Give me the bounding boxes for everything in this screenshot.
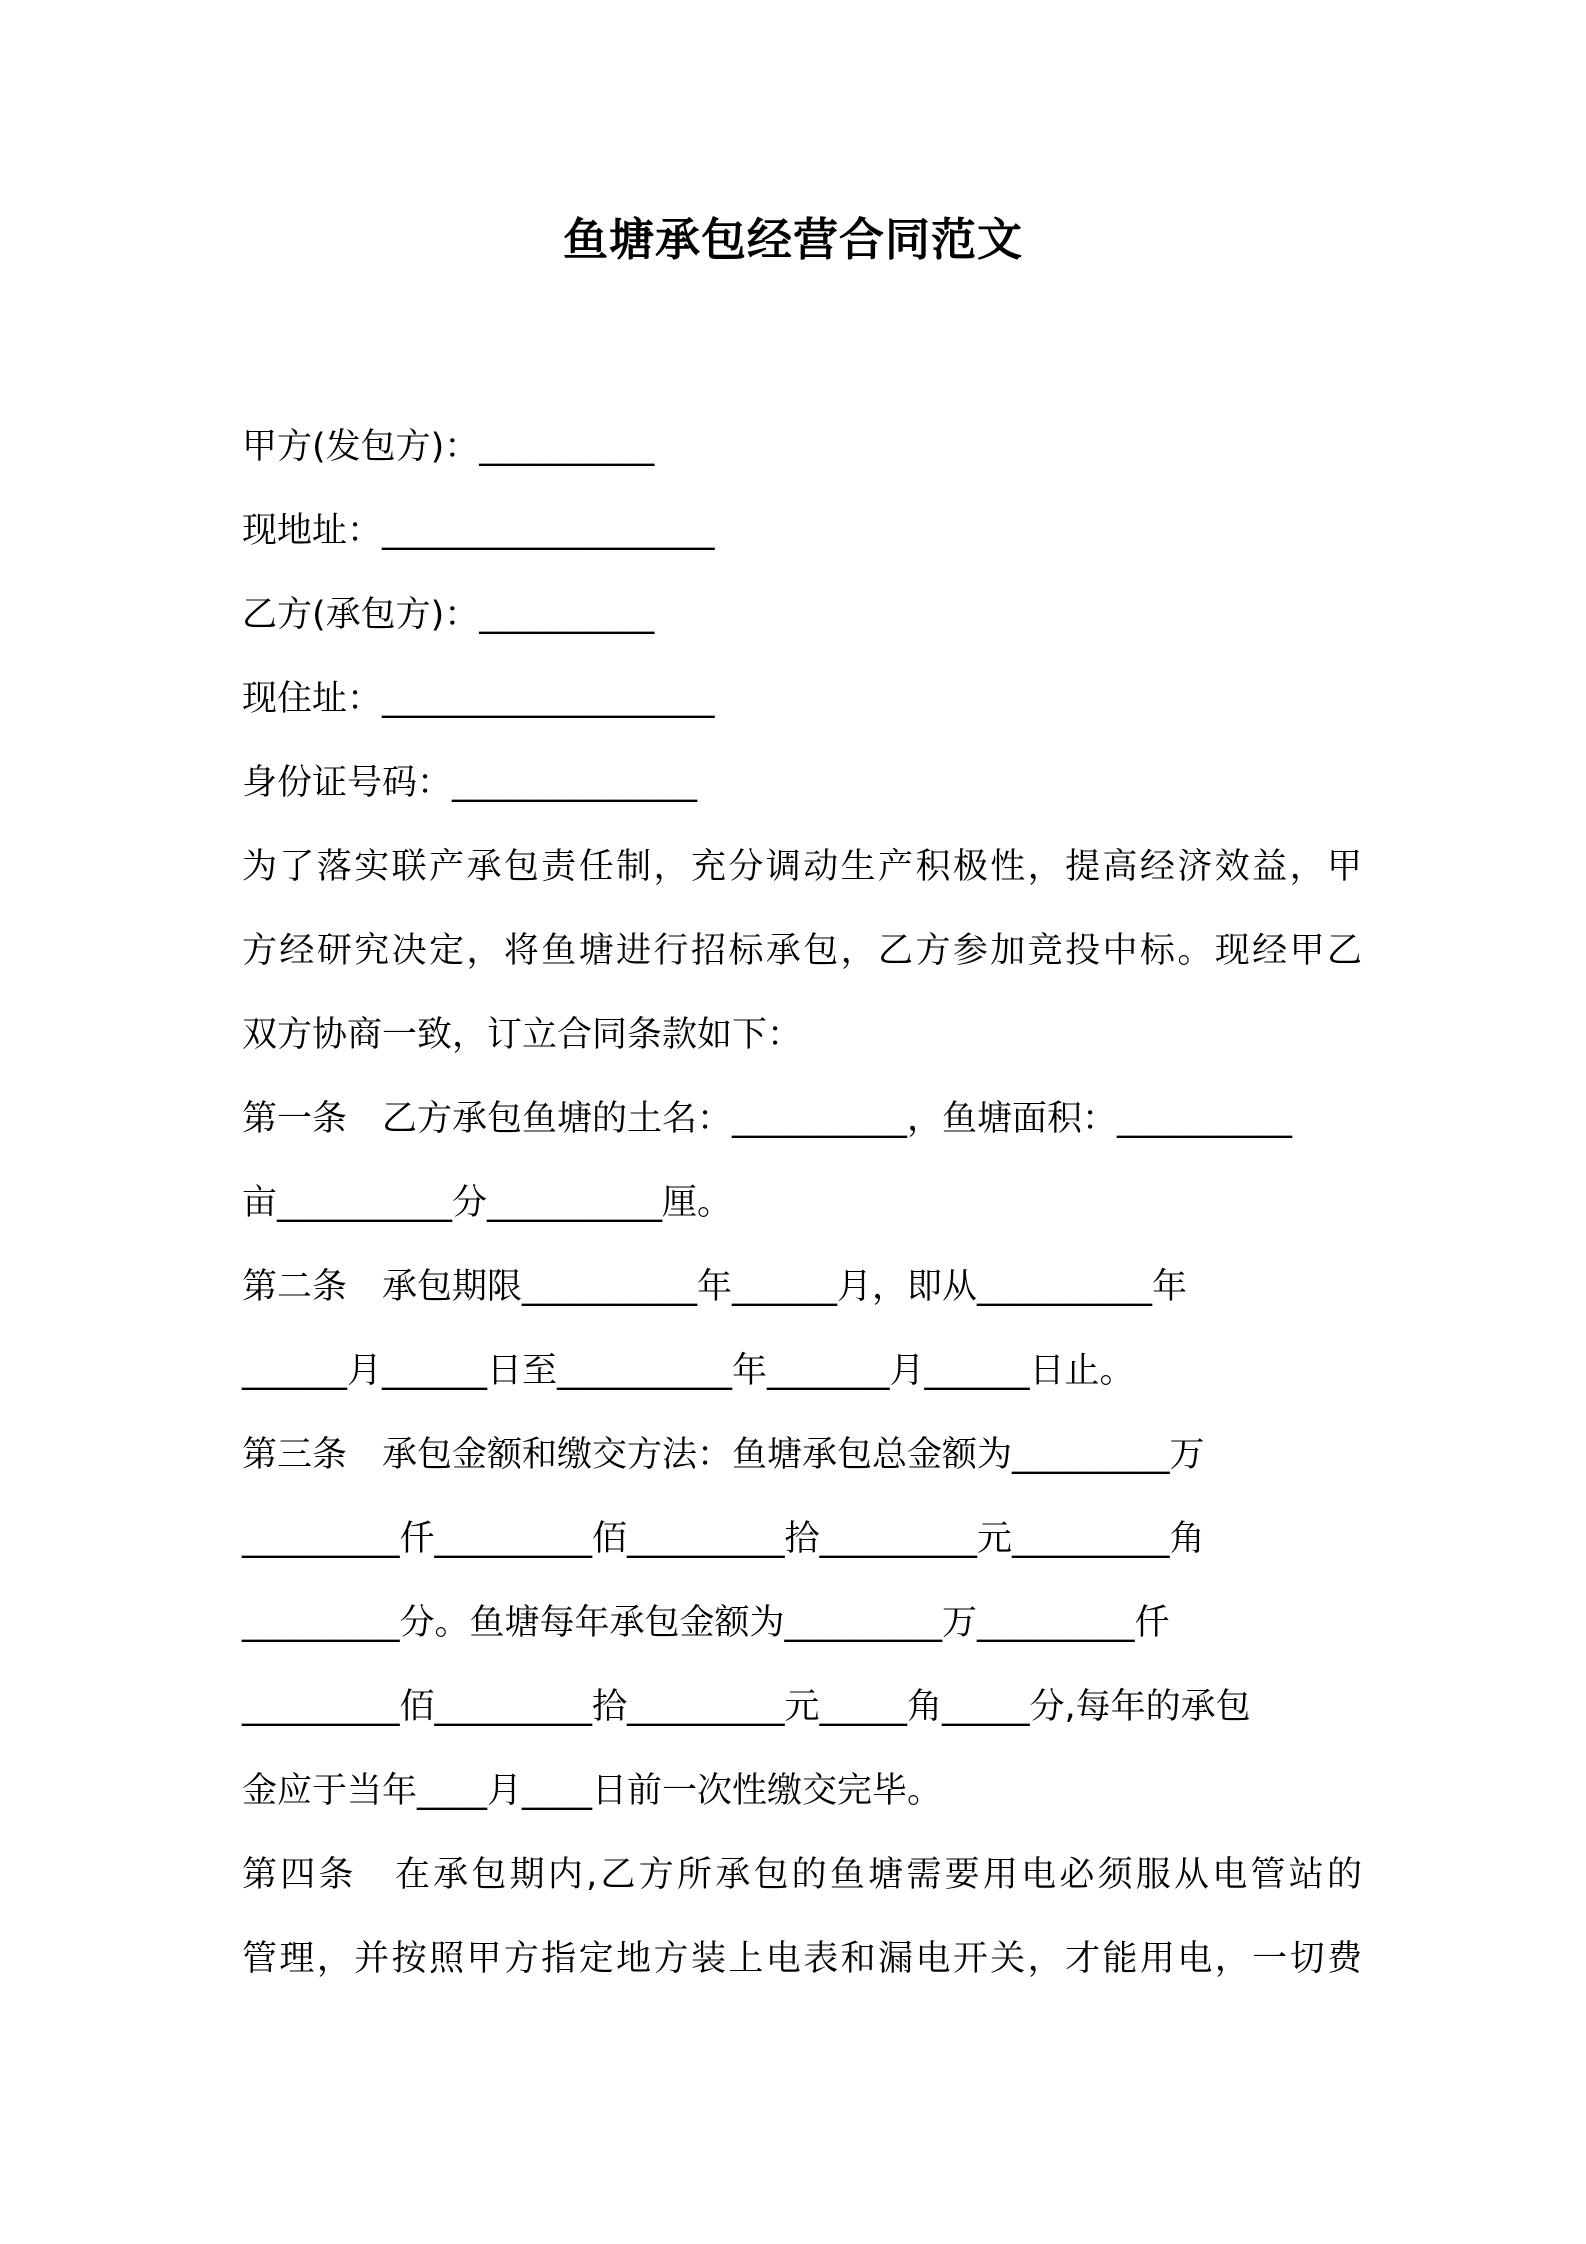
article-2-line-2: ______月______日至__________年_______月______日止。 <box>242 1351 1135 1391</box>
preamble-line-3: 双方协商一致，订立合同条款如下： <box>242 1015 803 1055</box>
article-3-line-3: _________分。鱼塘每年承包金额为_________万_________仟 <box>242 1603 1170 1643</box>
party-a-line: 甲方(发包方)：__________ <box>242 427 655 467</box>
article-1-line-1: 第一条 乙方承包鱼塘的土名：__________，鱼塘面积：__________ <box>242 1099 1293 1139</box>
article-3-line-4: _________佰_________拾_________元_____角_____分,每年的承包 <box>242 1687 1251 1727</box>
preamble-line-2: 方经研究决定，将鱼塘进行招标承包，乙方参加竞投中标。现经甲乙 <box>242 931 1362 971</box>
party-a-address-line: 现地址：___________________ <box>242 511 715 551</box>
id-number-line: 身份证号码：______________ <box>242 763 698 803</box>
document-title: 鱼塘承包经营合同范文 <box>562 213 1023 266</box>
article-3-line-2: _________仟_________佰_________拾_________元_________角 <box>242 1519 1205 1559</box>
article-4-line-1: 第四条 在承包期内,乙方所承包的鱼塘需要用电必须服从电管站的 <box>242 1855 1362 1895</box>
party-b-address-line: 现住址：___________________ <box>242 679 715 719</box>
party-b-line: 乙方(承包方)：__________ <box>242 595 655 635</box>
article-4-line-2: 管理，并按照甲方指定地方装上电表和漏电开关，才能用电，一切费 <box>242 1939 1362 1979</box>
preamble-line-1: 为了落实联产承包责任制，充分调动生产积极性，提高经济效益，甲 <box>242 847 1362 887</box>
document-body <box>242 405 1362 2001</box>
article-1-line-2: 亩__________分__________厘。 <box>242 1183 733 1223</box>
article-3-line-1: 第三条 承包金额和缴交方法：鱼塘承包总金额为_________万 <box>242 1435 1205 1475</box>
article-2-line-1: 第二条 承包期限__________年______月，即从__________年 <box>242 1267 1188 1307</box>
article-3-line-5: 金应于当年____月____日前一次性缴交完毕。 <box>242 1771 943 1811</box>
